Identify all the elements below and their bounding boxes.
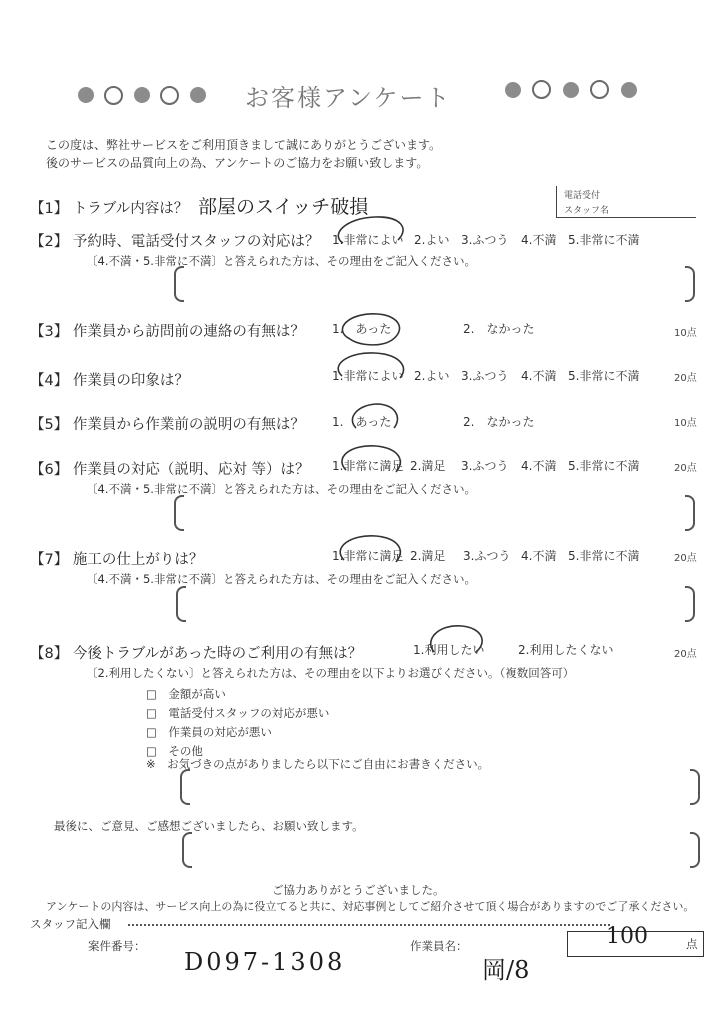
q1-label: 【1】 トラブル内容は？	[30, 201, 189, 217]
q2-option-5[interactable]: 5.非常に不満	[568, 233, 640, 247]
q8-free-comment-note: ※ お気づきの点がありましたら以下にご自由にお書きください。	[146, 757, 490, 771]
q2-option-3[interactable]: 3.ふつう	[461, 233, 509, 247]
worker-name-value[interactable]: 岡/8	[482, 956, 530, 984]
staff-box-line-2: スタッフ名	[564, 206, 610, 216]
q7-option-2[interactable]: 2.満足	[410, 549, 446, 563]
staff-box-line-1: 電話受付	[564, 191, 601, 201]
q8-points: 20点	[674, 649, 697, 660]
intro-line-2: 後のサービスの品質向上の為、アンケートのご協力をお願い致します。	[46, 156, 429, 170]
disclaimer-text: アンケートの内容は、サービス向上の為に役立てると共に、対応事例としてご紹介させて頂く場合がありますのでご了承ください。	[46, 900, 695, 913]
q5-option-2[interactable]: 2. なかった	[463, 415, 535, 429]
score-value[interactable]: 100	[606, 924, 648, 949]
q3-answer-circle	[342, 314, 399, 345]
q8-answer-circle	[431, 626, 482, 652]
q7-points: 20点	[674, 553, 697, 564]
q4-option-2[interactable]: 2.よい	[414, 369, 450, 383]
q7-reason-prompt: 〔4.不満・5.非常に不満〕と答えられた方は、その理由をご記入ください。	[86, 572, 476, 586]
q8-option-2[interactable]: 2.利用したくない	[518, 643, 614, 657]
q5-label: 【5】 作業員から作業前の説明の有無は？	[30, 417, 305, 433]
q7-option-1[interactable]: 1.非常に満足	[332, 549, 404, 563]
q3-option-1[interactable]: 1. あった	[332, 322, 392, 336]
q6-option-5[interactable]: 5.非常に不満	[568, 459, 640, 473]
q6-reason-prompt: 〔4.不満・5.非常に不満〕と答えられた方は、その理由をご記入ください。	[86, 482, 476, 496]
q5-answer-circle	[352, 404, 397, 428]
q2-option-4[interactable]: 4.不満	[521, 233, 557, 247]
q7-option-4[interactable]: 4.不満	[521, 549, 557, 563]
q4-answer-circle	[338, 353, 403, 378]
q7-option-3[interactable]: 3.ふつう	[463, 549, 511, 563]
q7-answer-circle	[340, 536, 400, 562]
q6-points: 20点	[674, 463, 697, 474]
q3-label: 【3】 作業員から訪問前の連絡の有無は？	[30, 324, 305, 340]
q6-option-3[interactable]: 3.ふつう	[461, 459, 509, 473]
q4-label: 【4】 作業員の印象は？	[30, 373, 189, 389]
q6-option-2[interactable]: 2.満足	[410, 459, 446, 473]
q8-reason-prompt: 〔2.利用したくない〕と答えられた方は、その理由を以下よりお選びください。（複数回答可）	[86, 666, 575, 680]
q2-label: 【2】 予約時、電話受付スタッフの対応は？	[30, 234, 320, 250]
q2-answer-circle	[338, 217, 403, 243]
q6-label: 【6】 作業員の対応（説明、応対 等）は？	[30, 462, 310, 478]
q4-option-1[interactable]: 1.非常によい	[332, 369, 404, 383]
q3-option-2[interactable]: 2. なかった	[463, 322, 535, 336]
q4-option-5[interactable]: 5.非常に不満	[568, 369, 640, 383]
q6-option-4[interactable]: 4.不満	[521, 459, 557, 473]
q7-option-5[interactable]: 5.非常に不満	[568, 549, 640, 563]
q6-answer-circle	[342, 446, 400, 472]
case-number-value[interactable]: D097-1308	[184, 948, 346, 976]
thanks-text: ご協力ありがとうございました。	[272, 883, 445, 897]
q6-option-1[interactable]: 1.非常に満足	[332, 459, 404, 473]
q5-option-1[interactable]: 1. あった	[332, 415, 392, 429]
q7-label: 【7】 施工の仕上がりは？	[30, 552, 204, 568]
worker-name-label: 作業員名：	[410, 939, 468, 953]
q8-checkbox-3[interactable]: □ 作業員の対応が悪い	[146, 725, 272, 739]
q8-checkbox-2[interactable]: □ 電話受付スタッフの対応が悪い	[146, 706, 330, 720]
q2-option-1[interactable]: 1.非常によい	[332, 233, 404, 247]
final-comment-prompt: 最後に、ご意見、ご感想ございましたら、お願い致します。	[54, 819, 364, 833]
staff-section-label: スタッフ記入欄	[30, 917, 111, 931]
q8-option-1[interactable]: 1.利用したい	[413, 643, 485, 657]
page-title: お客様アンケート	[245, 84, 452, 112]
q8-label: 【8】 今後トラブルがあった時のご利用の有無は？	[30, 646, 363, 662]
q8-checkbox-1[interactable]: □ 金額が高い	[146, 687, 226, 701]
q8-checkbox-4[interactable]: □ その他	[146, 744, 203, 758]
q2-reason-prompt: 〔4.不満・5.非常に不満〕と答えられた方は、その理由をご記入ください。	[86, 254, 476, 268]
case-number-label: 案件番号：	[88, 939, 146, 953]
q3-points: 10点	[674, 328, 697, 339]
q1-answer[interactable]: 部屋のスイッチ破損	[198, 196, 369, 218]
q2-option-2[interactable]: 2.よい	[414, 233, 450, 247]
q5-points: 10点	[674, 418, 697, 429]
score-unit: 点	[686, 937, 698, 951]
q4-option-3[interactable]: 3.ふつう	[461, 369, 509, 383]
q4-points: 20点	[674, 373, 697, 384]
q4-option-4[interactable]: 4.不満	[521, 369, 557, 383]
intro-line-1: この度は、弊社サービスをご利用頂きまして誠にありがとうございます。	[46, 138, 442, 152]
